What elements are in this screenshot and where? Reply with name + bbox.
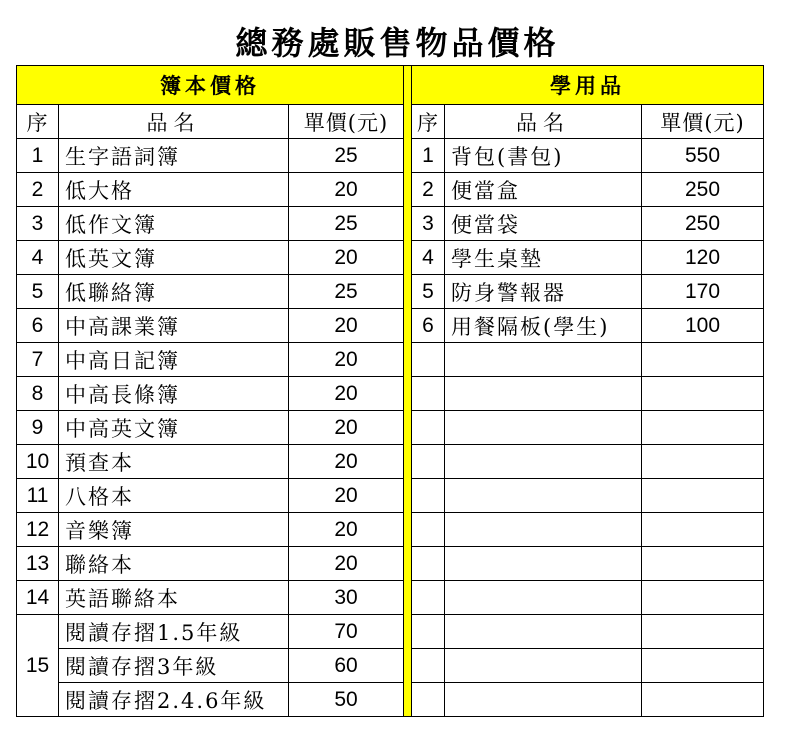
table-row (17, 241, 764, 275)
right-item-seq (412, 479, 445, 513)
left-item-price: 20 (289, 309, 404, 343)
right-item-name (445, 581, 642, 615)
right-item-seq (412, 445, 445, 479)
left-header-name: 品名 (59, 105, 289, 139)
left-item-price: 20 (289, 411, 404, 445)
left-item-seq: 13 (17, 547, 59, 581)
left-item-seq: 5 (17, 275, 59, 309)
column-divider (404, 66, 412, 717)
table-row (17, 411, 764, 445)
right-item-name: 學生桌墊 (445, 241, 642, 275)
left-item-price: 25 (289, 207, 404, 241)
right-item-seq (412, 581, 445, 615)
left-item-seq: 12 (17, 513, 59, 547)
right-item-seq (412, 513, 445, 547)
right-item-name: 防身警報器 (445, 275, 642, 309)
right-item-seq (412, 377, 445, 411)
right-item-name (445, 683, 642, 717)
table-row (17, 309, 764, 343)
right-item-seq: 1 (412, 139, 445, 173)
table-row (17, 207, 764, 241)
right-item-price (642, 683, 764, 717)
left-item-name: 中高長條簿 (59, 377, 289, 411)
right-item-seq: 2 (412, 173, 445, 207)
left-item-price: 25 (289, 275, 404, 309)
right-item-price: 250 (642, 207, 764, 241)
left-item-name: 低大格 (59, 173, 289, 207)
price-table-body (17, 66, 764, 717)
table-row (17, 649, 764, 683)
right-item-name (445, 649, 642, 683)
right-item-name (445, 513, 642, 547)
right-item-price (642, 479, 764, 513)
right-item-name (445, 615, 642, 649)
left-header-seq: 序 (17, 105, 59, 139)
left-item-name: 預查本 (59, 445, 289, 479)
left-group-item-name: 閱讀存摺1.5年級 (59, 615, 289, 649)
right-item-price: 250 (642, 173, 764, 207)
page-title: 總務處販售物品價格 (235, 24, 560, 62)
table-row (17, 683, 764, 717)
left-item-price: 30 (289, 581, 404, 615)
section-title-notebooks: 簿本價格 (17, 66, 404, 105)
left-item-price: 20 (289, 241, 404, 275)
table-row (17, 377, 764, 411)
table-row (17, 479, 764, 513)
right-item-name (445, 343, 642, 377)
right-item-seq: 5 (412, 275, 445, 309)
left-item-seq: 6 (17, 309, 59, 343)
right-item-name: 用餐隔板(學生) (445, 309, 642, 343)
left-header-price: 單價(元) (289, 105, 404, 139)
left-group-item-price: 50 (289, 683, 404, 717)
left-item-name: 低英文簿 (59, 241, 289, 275)
column-header-row (17, 105, 764, 139)
section-title-supplies: 學用品 (412, 66, 764, 105)
left-item-price: 20 (289, 173, 404, 207)
right-item-name (445, 547, 642, 581)
section-header-row (17, 66, 764, 105)
right-item-seq: 3 (412, 207, 445, 241)
right-item-seq (412, 683, 445, 717)
right-item-price (642, 513, 764, 547)
right-item-price (642, 649, 764, 683)
left-item-name: 音樂簿 (59, 513, 289, 547)
right-item-price: 100 (642, 309, 764, 343)
left-item-price: 25 (289, 139, 404, 173)
table-row (17, 445, 764, 479)
right-item-price: 550 (642, 139, 764, 173)
right-item-seq: 6 (412, 309, 445, 343)
right-item-price (642, 377, 764, 411)
left-group-item-price: 60 (289, 649, 404, 683)
table-row (17, 581, 764, 615)
left-group-item-price: 70 (289, 615, 404, 649)
table-row (17, 615, 764, 649)
right-item-name (445, 411, 642, 445)
right-header-name: 品名 (445, 105, 642, 139)
right-item-price: 120 (642, 241, 764, 275)
table-row (17, 547, 764, 581)
right-item-price: 170 (642, 275, 764, 309)
left-item-name: 中高日記簿 (59, 343, 289, 377)
right-item-name: 便當袋 (445, 207, 642, 241)
left-item-price: 20 (289, 343, 404, 377)
right-item-price (642, 547, 764, 581)
left-item-seq: 9 (17, 411, 59, 445)
left-item-seq: 11 (17, 479, 59, 513)
left-item-price: 20 (289, 547, 404, 581)
price-table (16, 65, 764, 717)
left-item-name: 聯絡本 (59, 547, 289, 581)
left-item-price: 20 (289, 513, 404, 547)
right-item-price (642, 411, 764, 445)
right-item-seq (412, 343, 445, 377)
left-item-name: 生字語詞簿 (59, 139, 289, 173)
left-item-price: 20 (289, 445, 404, 479)
right-item-name (445, 445, 642, 479)
right-item-price (642, 615, 764, 649)
left-item-name: 中高英文簿 (59, 411, 289, 445)
right-item-seq (412, 615, 445, 649)
left-item-name: 中高課業簿 (59, 309, 289, 343)
left-item-name: 英語聯絡本 (59, 581, 289, 615)
left-item-name: 低作文簿 (59, 207, 289, 241)
right-item-name: 背包(書包) (445, 139, 642, 173)
right-item-price (642, 445, 764, 479)
left-item-seq: 2 (17, 173, 59, 207)
table-row (17, 513, 764, 547)
table-row (17, 275, 764, 309)
left-group-item-name: 閱讀存摺3年級 (59, 649, 289, 683)
right-header-price: 單價(元) (642, 105, 764, 139)
right-item-name: 便當盒 (445, 173, 642, 207)
left-item-seq: 10 (17, 445, 59, 479)
left-item-seq: 1 (17, 139, 59, 173)
left-item-name: 低聯絡簿 (59, 275, 289, 309)
right-item-price (642, 343, 764, 377)
table-row (17, 173, 764, 207)
left-item-seq: 4 (17, 241, 59, 275)
left-item-seq: 3 (17, 207, 59, 241)
right-item-seq (412, 411, 445, 445)
left-item-price: 20 (289, 377, 404, 411)
right-item-name (445, 377, 642, 411)
table-row (17, 343, 764, 377)
left-item-price: 20 (289, 479, 404, 513)
right-item-seq (412, 649, 445, 683)
right-header-seq: 序 (412, 105, 445, 139)
left-item-seq: 14 (17, 581, 59, 615)
left-item-name: 八格本 (59, 479, 289, 513)
right-item-seq (412, 547, 445, 581)
left-item-seq: 7 (17, 343, 59, 377)
left-group-seq: 15 (17, 615, 59, 717)
right-item-seq: 4 (412, 241, 445, 275)
left-item-seq: 8 (17, 377, 59, 411)
right-item-name (445, 479, 642, 513)
right-item-price (642, 581, 764, 615)
table-row (17, 139, 764, 173)
left-group-item-name: 閱讀存摺2.4.6年級 (59, 683, 289, 717)
